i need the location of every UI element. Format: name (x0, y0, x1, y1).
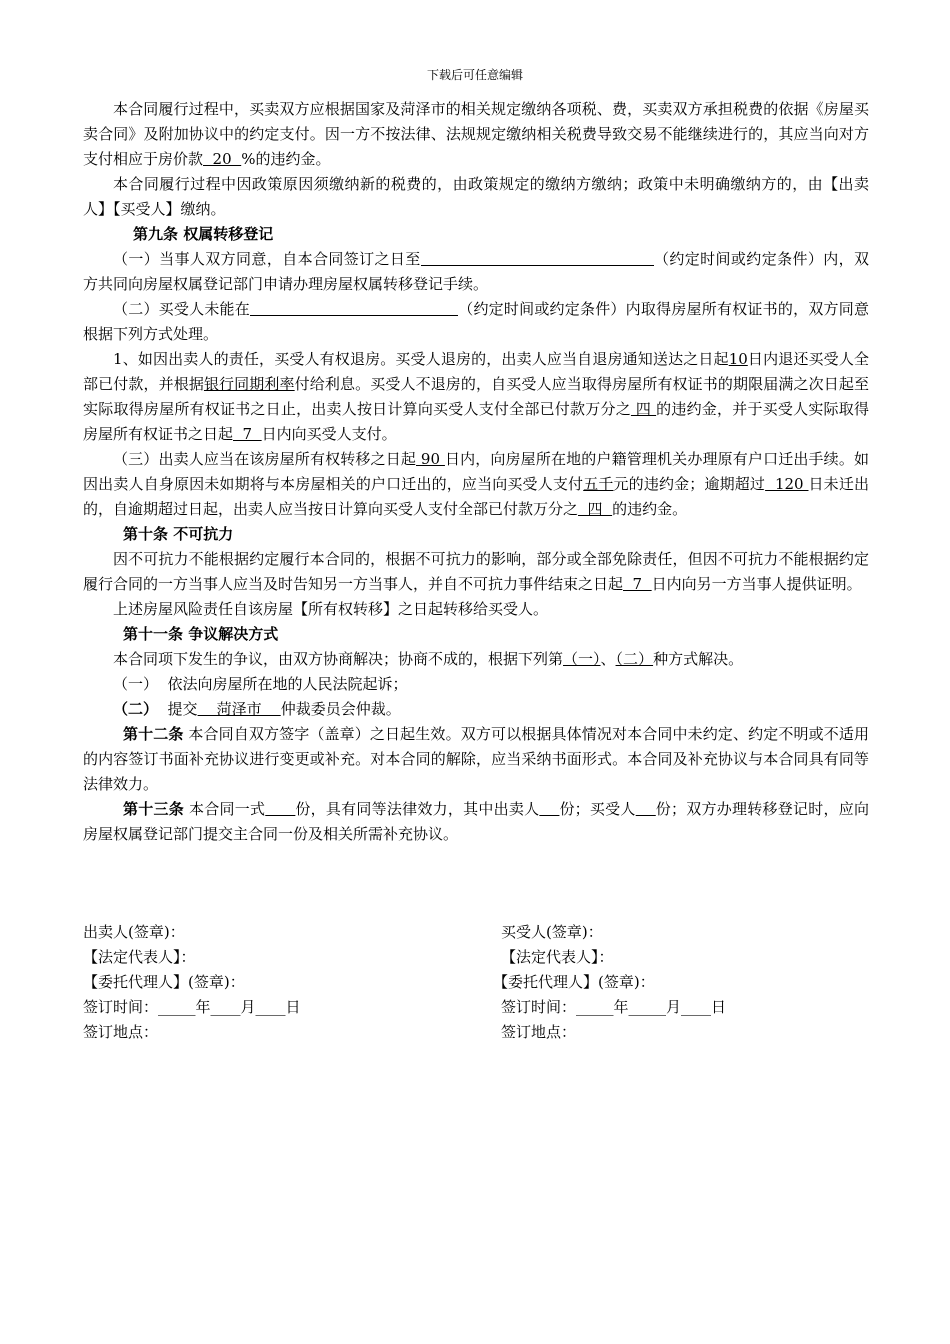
text: 日内，向房屋所在地的户籍管理机关办理原有户口迁出手续。如因出卖人自身原因未如期将与本房屋相关的户口迁出的，应当向买受人支付 (83, 450, 869, 493)
seller-sign-place: 签订地点： (83, 1023, 159, 1041)
text: 份，具有同等法律效力，其中出卖人 (295, 800, 540, 818)
text: 付给利息。买受人不退房的，自买受人应当取得房屋所有权证书的期限届满之次日起至实际取得房屋所有权证书之日止，出卖人按日计算向买受人支付全部已付款万分之 (83, 375, 869, 418)
text: （一） (113, 675, 159, 693)
tax-paragraph (83, 97, 869, 172)
buyer-sign-label: 买受人(签章)： (501, 923, 603, 941)
text: （三）出卖人应当在该房屋所有权转移之日起 (113, 450, 416, 468)
text: 本合同项下发生的争议，由双方协商解决；协商不成的，根据下列第 (113, 650, 564, 668)
text: 日内退还买受人全部已付款，并根据 (83, 350, 869, 393)
blank-value: 7 (233, 425, 262, 443)
article-10-title: 第十条 不可抗力 (123, 525, 234, 543)
text: （约定时间或约定条件）内，双方共同向房屋权属登记部门申请办理房屋权属转移登记手续。 (83, 250, 869, 293)
blank-value: （一） (563, 650, 601, 668)
seller-sign-date: 签订时间：_____年____月____日 (83, 998, 301, 1016)
seller-signature (83, 920, 301, 1045)
article-10-paragraph-2: 上述房屋风险责任自该房屋【所有权转移】之日起转移给买受人。 (113, 600, 549, 618)
article-9-item-1 (83, 347, 869, 447)
article-9-clause-2 (83, 297, 869, 347)
text: 日内向买受人支付。 (261, 425, 397, 443)
article-12 (83, 722, 869, 797)
article-9-clause-3 (83, 447, 869, 522)
blank-value: 五千 (583, 475, 614, 493)
seller-sign-label: 出卖人(签章)： (83, 923, 185, 941)
blank-value: 菏泽市 (197, 700, 281, 718)
article-13 (83, 797, 869, 847)
text: %的违约金。 (241, 150, 331, 168)
blank-value: 7 (623, 575, 652, 593)
text: 日内向另一方当事人提供证明。 (651, 575, 862, 593)
buyer-sign-place: 签订地点： (501, 1023, 577, 1041)
text: 种方式解决。 (653, 650, 744, 668)
text: 本合同自双方签字（盖章）之日起生效。双方可以根据具体情况对本合同中未约定、约定不明或不适用的内容签订书面补充协议进行变更或补充。对本合同的解除，应当采纳书面形式。本合同及补充协议与本合同具有同等法律效力。 (83, 725, 869, 793)
blank-value: 20 (203, 150, 242, 168)
text: 因不可抗力不能根据约定履行本合同的，根据不可抗力的影响，部分或全部免除责任，但因不可抗力不能根据约定履行合同的一方当事人应当及时告知另一方当事人，并自不可抗力事件结束之日起 (83, 550, 869, 593)
blank-value: 90 (416, 450, 445, 468)
article-10-paragraph-1 (83, 547, 869, 597)
text: 元的违约金；逾期超过 (613, 475, 766, 493)
text: 的违约金，并于买受人实际取得房屋所有权证书之日起 (83, 400, 869, 443)
buyer-signature (493, 920, 727, 1045)
blank-value: 银行同期利率 (203, 375, 295, 393)
article-9-clause-1 (83, 247, 869, 297)
text: 日未迁出的，自逾期超过日起，出卖人应当按日计算向买受人支付全部已付款万分之 (83, 475, 869, 518)
seller-agent: 【委托代理人】(签章)： (83, 973, 245, 991)
seller-legal-rep: 【法定代表人】： (83, 948, 196, 966)
text: （一）当事人双方同意，自本合同签订之日至 (113, 250, 421, 268)
text: 提交 (158, 700, 198, 718)
article-11-option-2 (83, 697, 869, 722)
blank-line (421, 249, 654, 266)
buyer-legal-rep: 【法定代表人】： (501, 948, 614, 966)
text: 份；买受人 (559, 800, 636, 818)
contract-body (83, 97, 869, 847)
blank-value: 四 (630, 400, 657, 418)
article-11-paragraph (83, 647, 869, 672)
text: 1、如因出卖人的责任，买受人有权退房。买受人退房的，出卖人应当自退房通知送达之日起 (113, 350, 729, 368)
text: 本合同一式 (184, 800, 266, 818)
buyer-sign-date: 签订时间：_____年_____月____日 (501, 998, 727, 1016)
text: 、 (600, 650, 616, 668)
blank-value (265, 800, 295, 818)
blank-value (539, 800, 559, 818)
blank-value: 10 (728, 350, 748, 368)
blank-value: 四 (578, 500, 613, 518)
text: 依法向房屋所在地的人民法院起诉； (158, 675, 408, 693)
text: 仲裁委员会仲裁。 (280, 700, 401, 718)
text: （二）买受人未能在 (113, 300, 250, 318)
buyer-agent: 【委托代理人】(签章)： (493, 973, 655, 991)
text: 的违约金。 (612, 500, 688, 518)
text: 份；双方办理转移登记时，应向房屋权属登记部门提交主合同一份及相关所需补充协议。 (83, 800, 869, 843)
article-11-title: 第十一条 争议解决方式 (123, 625, 279, 643)
blank-value: （二） (615, 650, 654, 668)
article-11-option-1 (83, 672, 869, 697)
text: （二） (113, 700, 159, 718)
blank-value: 120 (765, 475, 809, 493)
article-label: 第十二条 (123, 725, 184, 743)
text: 本合同履行过程中，买卖双方应根据国家及菏泽市的相关规定缴纳各项税、费，买卖双方承担税费的依据《房屋买卖合同》及附加协议中的约定支付。因一方不按法律、法规规定缴纳相关税费导致交易不能继续进行的，其应当向对方支付相应于房价款 (83, 100, 869, 168)
article-label: 第十三条 (123, 800, 184, 818)
article-9-title: 第九条 权属转移登记 (133, 225, 274, 243)
policy-tax-paragraph: 本合同履行过程中因政策原因须缴纳新的税费的，由政策规定的缴纳方缴纳；政策中未明确缴纳方的，由【出卖人】【买受人】缴纳。 (83, 175, 869, 218)
blank-line (250, 299, 458, 316)
page-header: 下载后可任意编辑 (426, 68, 523, 82)
blank-value (636, 800, 656, 818)
text: （约定时间或约定条件）内取得房屋所有权证书的，双方同意根据下列方式处理。 (83, 300, 869, 343)
